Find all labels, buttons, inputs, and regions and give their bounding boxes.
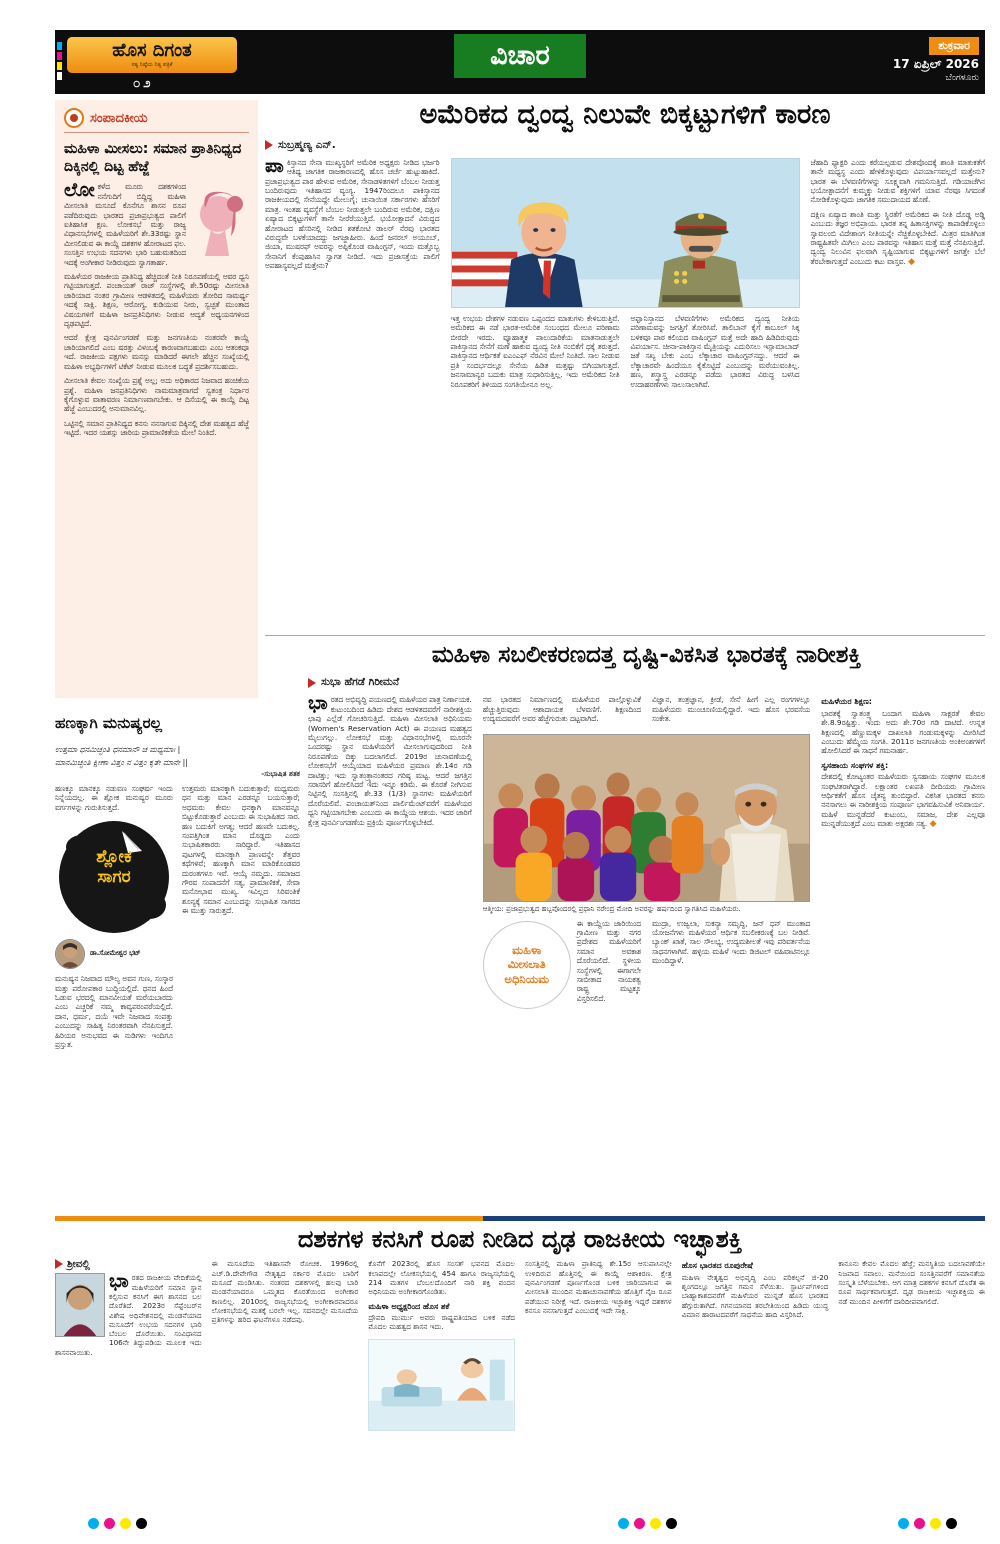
shloka-headline: ಹಣಕ್ಕಾಗಿ ಮನುಷ್ಯರಲ್ಲ [55,714,163,733]
editorial-paragraph [64,179,249,267]
bottom-article-byline [55,1259,202,1269]
bottom-article-headline: ದಶಕಗಳ ಕನಸಿಗೆ ರೂಪ ನೀಡಿದ ದೃಢ ರಾಜಕೀಯ ಇಚ್ಛಾಶಕ್ತಿ [297,1225,743,1253]
shloka-author-photo [55,939,85,969]
mid-article-text: ರತದ ಅಭಿವೃದ್ಧಿ ಪಯಣದಲ್ಲಿ ಮಹಿಳೆಯರ ಪಾತ್ರ ನಿರ್ಣಾಯಕ. ಕುಟುಂಬದಿಂದ ಹಿಡಿದು ದೇಶದ ಆಡಳಿತದವರೆಗೆ ನಾರೀಶಕ್ತಿಯ ಛಾಪು ಎಲ್ಲೆಡೆ ಗೋಚರಿಸುತ್ತಿದೆ. ಮಹಿಳಾ ಮೀಸಲಾತಿ ಅಧಿನಿಯಮ (Women's Reservation Act) ಈ ಪಯಣದ ಮಹತ್ವದ ಮೈಲುಗಲ್ಲು. ಲೋಕಸಭೆ ಮತ್ತು ವಿಧಾನಸಭೆಗಳಲ್ಲಿ ಮೂರನೇ ಒಂದರಷ್ಟು ಸ್ಥಾನ ಮಹಿಳೆಯರಿಗೆ ಮೀಸಲಾಗುವುದರಿಂದ ನೀತಿ ನಿರೂಪಣೆಯ ದಿಕ್ಕು ಬದಲಾಗಲಿದೆ. 2019ರ ಚುನಾವಣೆಯಲ್ಲಿ ಲೋಕಸಭೆಗೆ ಆಯ್ಕೆಯಾದ ಮಹಿಳೆಯರ ಪ್ರಮಾಣ ಶೇ.14ರ ಗಡಿ ದಾಟಿತ್ತು; ಇದು ಸ್ವಾತಂತ್ರ್ಯಾನಂತರದ ಗರಿಷ್ಠ ಮಟ್ಟ. ಆದರೆ ಜಗತ್ತಿನ ಸರಾಸರಿಗೆ ಹೋಲಿಸಿದರೆ ಇದು ಇನ್ನೂ ಕಡಿಮೆ. ಈ ಕೊರತೆ ನೀಗಿಸುವ ನಿಟ್ಟಿನಲ್ಲಿ ಸಂಸತ್ತಿನಲ್ಲಿ ಶೇ.33 (1/3) ಸ್ಥಾನಗಳು ಮಹಿಳೆಯರಿಗೆ ದೊರೆಯಲಿವೆ. ಪಂಚಾಯತ್‌ನಿಂದ ಪಾರ್ಲಿಮೆಂಟ್‌ವರೆಗೆ ಮಹಿಳೆಯರ ಧ್ವನಿ ಗಟ್ಟಿಯಾಗಬೇಕು ಎಂಬುದು ಈ ಕಾಯ್ದೆಯ ಆಶಯ. ಇದರ ಜಾರಿಗೆ ಕ್ಷೇತ್ರ ಪುನರ್ವಿಂಗಡಣೆಯ ಪ್ರಕ್ರಿಯೆ ಪೂರ್ಣಗೊಳ್ಳಬೇಕಿದೆ. [308,695,472,827]
top-article-author: ಸುಬ್ರಹ್ಮಣ್ಯ ಎನ್. [278,138,336,151]
orange-accent-bar [55,1216,483,1221]
date-label: 17 ಏಪ್ರಿಲ್ 2026 [892,57,979,71]
trump-general-cartoon-illustration [451,158,800,308]
top-article-center [451,158,800,394]
editorial-headline: ಮಹಿಳಾ ಮೀಸಲು: ಸಮಾನ ಪ್ರಾತಿನಿಧ್ಯದ ದಿಕ್ಕಿನಲ್ಲಿ ದಿಟ್ಟ ಹೆಜ್ಜೆ [64,141,242,176]
magenta-dot [634,1518,645,1529]
editorial-badge-label: ಸಂಪಾದಕೀಯ [90,110,148,126]
editorial-dropcap: ಲೋ [64,179,95,202]
magenta-dot [104,1518,115,1529]
mid-article-byline [308,676,985,689]
day-label: ಶುಕ್ರವಾರ [929,37,979,55]
mid-article-subhead-education: ಮಹಿಳೆಯರ ಶಿಕ್ಷಣ: [821,697,872,707]
bottom-article-col2: ಈ ಮಸೂದೆಯ ಇತಿಹಾಸವೇ ರೋಚಕ. 1996ರಲ್ಲಿ ಎಚ್.ಡಿ.ದೇವೇಗೌಡ ನೇತೃತ್ವದ ಸರ್ಕಾರ ಮೊದಲ ಬಾರಿಗೆ ಮಸೂದೆ ಮಂಡಿಸಿತು. ನಂತರದ ದಶಕಗಳಲ್ಲಿ ಹಲವು ಬಾರಿ ಮಂಡನೆಯಾದರೂ ಒಮ್ಮತದ ಕೊರತೆಯಿಂದ ಅಂಗೀಕಾರ ಕಾಣಲಿಲ್ಲ. 2010ರಲ್ಲಿ ರಾಜ್ಯಸಭೆಯಲ್ಲಿ ಅಂಗೀಕಾರವಾದರೂ ಲೋಕಸಭೆಯಲ್ಲಿ ಮತಕ್ಕೆ ಬರಲೇ ಇಲ್ಲ. ಸದನದಲ್ಲೇ ಮಸೂದೆಯ ಪ್ರತಿಗಳನ್ನು ಹರಿದ ಘಟನೆಗಳೂ ನಡೆದವು. [211,1259,359,1325]
registration-marks-center [618,1518,677,1529]
navy-accent-bar [483,1216,985,1221]
article-end-mark: ◆ [908,256,916,267]
mid-article-headline: ಮಹಿಳಾ ಸಬಲೀಕರಣದತ್ತ ದೃಷ್ಟಿ-ವಿಕಸಿತ ಭಾರತಕ್ಕೆ ನಾರೀಶಕ್ತಿ [431,642,862,668]
city-label: ಬೆಂಗಳೂರು [945,73,979,83]
shloka-sagara-graphic [58,817,170,935]
mid-article-text: ದೇಶದಲ್ಲಿ ಕೋಟ್ಯಂತರ ಮಹಿಳೆಯರು ಸ್ವಸಹಾಯ ಸಂಘಗಳ ಮೂಲಕ ಸಂಘಟಿತರಾಗಿದ್ದಾರೆ. ಲಕ್ಷಾಂತರ ಲಖಪತಿ ದೀದಿಯರು ಗ್ರಾಮೀಣ ಆರ್ಥಿಕತೆಗೆ ಹೊಸ ಚೈತನ್ಯ ತುಂಬಿದ್ದಾರೆ. ವಿಕಸಿತ ಭಾರತದ ಕನಸು ನನಸಾಗಲು ಈ ನಾರೀಶಕ್ತಿಯ ಸಂಪೂರ್ಣ ಭಾಗವಹಿಸುವಿಕೆ ಅನಿವಾರ್ಯ. ಮಹಿಳೆ ಮುನ್ನಡೆದರೆ ಕುಟುಂಬ, ಸಮಾಜ, ದೇಶ ಎಲ್ಲವೂ ಮುನ್ನಡೆಯುತ್ತದೆ ಎಂಬ ಮಾತು ಅಕ್ಷರಶಃ ಸತ್ಯ. [821,772,985,829]
bottom-article-author: ಶ್ರೀವಲ್ಲಿ [67,1258,90,1270]
mid-article-col2-top: ನವ ಭಾರತದ ನಿರ್ಮಾಣದಲ್ಲಿ ಮಹಿಳೆಯರ ಪಾಲ್ಗೊಳ್ಳುವಿಕೆ ಹೆಚ್ಚುತ್ತಿರುವುದು ಆಶಾದಾಯಕ ಬೆಳವಣಿಗೆ. ಶಿಕ್ಷಣದಿಂದ ಉದ್ಯಮದವರೆಗೆ ಅವರ ಹೆಜ್ಜೆಗುರುತು ದಟ್ಟವಾಗಿದೆ. [482,695,641,724]
shloka-col-a: ಹಣಕ್ಕೂ ಮಾನಕ್ಕೂ ನಡುವಣ ಸಂಘರ್ಷ ಇಂದು ನಿನ್ನೆಯದಲ್ಲ. ಈ ಶ್ಲೋಕ ಮನುಷ್ಯರ ಮೂರು ವರ್ಗಗಳನ್ನು ಗುರುತಿಸುತ್ತದೆ. ಶ್ಲೋಕ ಸಾಗರ ಡಾ.ಸೋಮೇಶ್ವರ ಭಟ್ ಮನುಷ್ಯನ ನಿಜವಾದ ಮೌಲ್ಯ ಅವನ ಗುಣ, ಸಂಸ್ಕಾರ ಮತ್ತು ಪರೋಪಕಾರ ಬುದ್ಧಿಯಲ್ಲಿದೆ. ಧನದ ಹಿಂದೆ ಓಡುವ ಭರದಲ್ಲಿ ಮಾನವೀಯತೆ ಮರೆಯಬಾರದು ಎಂಬ ಎಚ್ಚರಿಕೆ ನಮ್ಮ ಕಾವ್ಯಪರಂಪರೆಯಲ್ಲಿದೆ. ದಾನ, ಧರ್ಮ, ದಯೆ ಇವೇ ನಿಜವಾದ ಸಂಪತ್ತು ಎಂಬುದನ್ನು ಸಾಹಿತ್ಯ ನಿರಂತರವಾಗಿ ನೆನಪಿಸುತ್ತದೆ. ಹಿರಿಯರ ಅನುಭವದ ಈ ನುಡಿಗಳು ಇಂದಿಗೂ ಪ್ರಸ್ತುತ. [55,783,173,1049]
shloka-author [55,939,173,969]
registration-marks-left [88,1518,147,1529]
byline-arrow-icon [55,1259,63,1269]
bottom-article-dropcap: ಭಾ [109,1270,129,1293]
top-article-columns [265,154,985,394]
mid-article [308,641,985,1208]
cyan-dot [618,1518,629,1529]
byline-arrow-icon [308,678,316,688]
mid-article-author: ಸುಭಾ ಹೆಗಡೆ ಗಿರೀಮನೆ [321,676,400,689]
print-registration-strip [57,42,62,80]
bottom-article-col3: ಕೊನೆಗೆ 2023ರಲ್ಲಿ ಹೊಸ ಸಂಸತ್ ಭವನದ ಮೊದಲ ಕಲಾಪದಲ್ಲೇ ಲೋಕಸಭೆಯಲ್ಲಿ 454 ಹಾಗೂ ರಾಜ್ಯಸಭೆಯಲ್ಲಿ 214 ಮತಗಳ ಬೆಂಬಲದೊಂದಿಗೆ ನಾರಿ ಶಕ್ತಿ ವಂದನ ಅಧಿನಿಯಮ ಅಂಗೀಕಾರಗೊಂಡಿತು. ಮಹಿಳಾ ಅಧ್ಯಕ್ಷರಿಂದ ಹೊಸ ಶಕೆ ದ್ರೌಪದಿ ಮುರ್ಮು ಅವರು ರಾಷ್ಟ್ರಪತಿಯಾದ ಬಳಿಕ ನಡೆದ ಮೊದಲ ಮಹತ್ವದ ಶಾಸನ ಇದು. [368,1259,515,1433]
modi-women-crowd-photo [483,734,811,902]
editorial-paragraph: ಒಟ್ಟಿನಲ್ಲಿ ಸಮಾನ ಪ್ರಾತಿನಿಧ್ಯದ ಕನಸು ನನಸಾಗುವ ದಿಕ್ಕಿನಲ್ಲಿ ದೇಶ ಮಹತ್ವದ ಹೆಜ್ಜೆ ಇಟ್ಟಿದೆ. ಇದರ ಯಶಸ್ಸು ಜಾರಿಯ ಪ್ರಾಮಾಣಿಕತೆಯ ಮೇಲೆ ನಿಂತಿದೆ. [64,418,249,438]
black-dot [136,1518,147,1529]
mid-article-col1 [308,692,472,1010]
shloka-author-name: ಡಾ.ಸೋಮೇಶ್ವರ ಭಟ್ [90,949,141,958]
newspaper-logo [67,37,237,73]
top-article-col2: ಇತ್ತ ಉಭಯ ದೇಶಗಳ ನಡುವಣ ಒಪ್ಪಂದದ ಮಾತುಗಳು ಕೇಳಿಬರುತ್ತಿವೆ. ಅಮೆರಿಕದ ಈ ನಡೆ ಭಾರತ-ಅಮೆರಿಕ ಸಂಬಂಧದ ಮೇಲೂ ಪರಿಣಾಮ ಬೀರದೇ ಇರದು. ವ್ಯೂಹಾತ್ಮಕ ಪಾಲುದಾರಿಕೆಯ ಮಾತನಾಡುತ್ತಲೇ ಪಾಕಿಸ್ತಾನದ ಸೇನೆಗೆ ಮಣೆ ಹಾಕುವ ದ್ವಂದ್ವ ನೀತಿ ನಂಬಿಕೆಗೆ ಧಕ್ಕೆ ತರುತ್ತದೆ. ಪಾಕಿಸ್ತಾನದ ಆರ್ಥಿಕತೆ ಐಎಂಎಫ್ ನೆರವಿನ ಮೇಲೆ ನಿಂತಿದೆ. ಸಾಲ ನೀಡುವ ಪ್ರತಿ ಸಂದರ್ಭದಲ್ಲೂ ಸೇನೆಯ ಹಿಡಿತ ಮತ್ತಷ್ಟು ಬಿಗಿಯಾಗುತ್ತದೆ. ಜನಸಾಮಾನ್ಯರ ಬದುಕು ಮಾತ್ರ ಸುಧಾರಿಸುತ್ತಿಲ್ಲ. ಇದು ಅಮೆರಿಕದ ನೀತಿ ನಿರೂಪಕರಿಗೆ ತಿಳಿಯದ ಸಂಗತಿಯೇನೂ ಅಲ್ಲ. [450,313,620,389]
mid-article-center-bottom [483,919,811,1011]
black-dot [666,1518,677,1529]
shloka-verse-line2: ಮಾನಮಿಚ್ಛಂತಿ ಕ್ಷೀಣಾ ವಿತ್ತಂ ನ ವಿತ್ತಂ ಕೃತೇ ಮಾನೇ || [55,757,188,767]
cyan-dot [898,1518,909,1529]
columnist-photo [55,1273,105,1337]
mid-article-col3-bottom: ಮುದ್ರಾ, ಉಜ್ವಲಾ, ಸುಕನ್ಯಾ ಸಮೃದ್ಧಿ, ಜನ್ ಧನ್ ಮುಂತಾದ ಯೋಜನೆಗಳು ಮಹಿಳೆಯರ ಆರ್ಥಿಕ ಸಬಲೀಕರಣಕ್ಕೆ ಬಲ ನೀಡಿವೆ. ಬ್ಯಾಂಕ್ ಖಾತೆ, ಸಾಲ ಸೌಲಭ್ಯ, ಉದ್ಯಮಶೀಲತೆ ಇವು ಪರಿವರ್ತನೆಯ ಸಾಧನಗಳಾಗಿವೆ. ಹಳ್ಳಿಯ ಮಹಿಳೆ ಇಂದು ಡಿಜಿಟಲ್ ವಹಿವಾಟಿನಲ್ಲೂ ಮುಂದಿದ್ದಾಳೆ. [652,918,811,966]
top-article [265,100,985,631]
top-article-text: ಕಿಸ್ತಾನದ ಸೇನಾ ಮುಖ್ಯಸ್ಥರಿಗೆ ಅಮೆರಿಕ ಅಧ್ಯಕ್ಷರು ನೀಡಿದ ಭರ್ಜರಿ ಆತಿಥ್ಯ ಜಾಗತಿಕ ರಾಜಕಾರಣದಲ್ಲಿ ಹೊಸ ಚರ್ಚೆ ಹುಟ್ಟುಹಾಕಿದೆ. ಪ್ರಜಾಪ್ರಭುತ್ವದ ಪಾಠ ಹೇಳುವ ಅಮೆರಿಕ, ಸೇನಾಡಳಿತಗಳಿಗೆ ಬೆಂಬಲ ನೀಡುತ್ತ ಬಂದಿರುವುದು ಇತಿಹಾಸದ ವ್ಯಂಗ್ಯ. 1947ರಿಂದಲೂ ಪಾಕಿಸ್ತಾನದ ರಾಜಕೀಯದಲ್ಲಿ ಸೇನೆಯದ್ದೇ ಮೇಲುಗೈ; ಚುನಾಯಿತ ಸರ್ಕಾರಗಳು ಹೆಸರಿಗೆ ಮಾತ್ರ. ಇಂತಹ ವ್ಯವಸ್ಥೆಗೆ ಬೆಂಬಲ ನೀಡುತ್ತಲೇ ಬಂದಿರುವ ಅಮೆರಿಕ, ದಕ್ಷಿಣ ಏಷ್ಯಾದ ಬಿಕ್ಕಟ್ಟುಗಳಿಗೆ ತಾನೇ ನೀರೆರೆಯುತ್ತಿದೆ. ಭಯೋತ್ಪಾದನೆ ವಿರುದ್ಧದ ಹೋರಾಟದ ಹೆಸರಿನಲ್ಲಿ ನೀಡಿದ ಶತಕೋಟಿ ಡಾಲರ್ ನೆರವು ಭಾರತದ ವಿರುದ್ಧವೇ ಬಳಕೆಯಾದದ್ದು ಜಗಜ್ಜಾಹೀರು. ಹಿಂದೆ ಜನರಲ್ ಅಯೂಬ್, ಜಿಯಾ, ಮುಷರಫ್ ಅವರನ್ನು ಅಪ್ಪಿಕೊಂಡ ವಾಷಿಂಗ್ಟನ್, ಇಂದು ಮತ್ತೊಬ್ಬ ಸೇನಾನಿಗೆ ಕೆಂಪುಹಾಸಿನ ಸ್ವಾಗತ ನೀಡಿದೆ. ಇದು ಪ್ರಜಾಸತ್ತೆಯ ಪಾಲಿಗೆ ಅಪಹಾಸ್ಯವಲ್ಲದೆ ಮತ್ತೇನು? [265,157,440,271]
shloka-col-b: ಉತ್ತಮರು ಮಾನಕ್ಕಾಗಿ ಬದುಕುತ್ತಾರೆ; ಮಧ್ಯಮರು ಧನ ಮತ್ತು ಮಾನ ಎರಡನ್ನೂ ಬಯಸುತ್ತಾರೆ; ಅಧಮರು ಕೇವಲ ಧನಕ್ಕಾಗಿ ಮಾನವನ್ನೂ ಬಿಟ್ಟುಕೊಡುತ್ತಾರೆ ಎಂಬುದು ಈ ಸುಭಾಷಿತದ ಸಾರ. ಹಣ ಬದುಕಿಗೆ ಅಗತ್ಯ; ಆದರೆ ಹಣವೇ ಬದುಕಲ್ಲ. ಸಂಪತ್ತಿಗಿಂತ ಮಾನ ದೊಡ್ಡದು ಎಂದು ಸುಭಾಷಿತಕಾರರು ಸಾರಿದ್ದಾರೆ. ಇತಿಹಾಸದ ಪುಟಗಳಲ್ಲಿ ಮಾನಕ್ಕಾಗಿ ಪ್ರಾಣವನ್ನೇ ತೆತ್ತವರ ಕಥೆಗಳಿವೆ; ಹಣಕ್ಕಾಗಿ ಮಾನ ಮಾರಿಕೊಂಡವರ ದುರಂತಗಳೂ ಇವೆ. ಆಯ್ಕೆ ನಮ್ಮದು. ಸಮಾಜದ ಗೌರವ ಸಂಪಾದನೆಗೆ ಸತ್ಯ, ಪ್ರಾಮಾಣಿಕತೆ, ಸೇವಾ ಮನೋಭಾವ ಮುಖ್ಯ. ಇವಿಲ್ಲದ ಸಿರಿವಂತಿಕೆ ಶೂನ್ಯಕ್ಕೆ ಸಮಾನ ಎಂಬುದನ್ನು ಸುಭಾಷಿತ ಸಾಗರದ ಈ ಮುತ್ತು ಸಾರುತ್ತದೆ. [182,783,300,916]
female-silhouette-graphic [191,184,249,256]
bottom-article [55,1216,985,1509]
yellow-dot [650,1518,661,1529]
bottom-article-col4: ಸಂಸತ್ತಿನಲ್ಲಿ ಮಹಿಳಾ ಪ್ರಾತಿನಿಧ್ಯ ಶೇ.15ರ ಆಸುಪಾಸಿನಲ್ಲೇ ಉಳಿದಿರುವ ಹೊತ್ತಿನಲ್ಲಿ ಈ ಕಾಯ್ದೆ ಆಶಾಕಿರಣ. ಕ್ಷೇತ್ರ ಪುನರ್ವಿಂಗಡಣೆ ಪೂರ್ಣಗೊಂಡ ಬಳಿಕ ಜಾರಿಯಾಗುವ ಈ ಮೀಸಲಾತಿ ಮುಂದಿನ ಮಹಾಚುನಾವಣೆಯ ಹೊತ್ತಿಗೆ ನೈಜ ರೂಪ ಪಡೆಯುವ ನಿರೀಕ್ಷೆ ಇದೆ. ರಾಜಕೀಯ ಇಚ್ಛಾಶಕ್ತಿ ಇದ್ದರೆ ದಶಕಗಳ ಕನಸೂ ನನಸಾಗುತ್ತದೆ ಎಂಬುದಕ್ಕೆ ಇದೇ ಸಾಕ್ಷಿ. [525,1259,672,1315]
bottom-article-col5: ಹೊಸ ಭಾರತದ ರೂಪುರೇಷೆ ಮಹಿಳಾ ನೇತೃತ್ವದ ಅಭಿವೃದ್ಧಿ ಎಂಬ ಪರಿಕಲ್ಪನೆ ಜಿ-20 ಶೃಂಗದಲ್ಲೂ ಜಗತ್ತಿನ ಗಮನ ಸೆಳೆಯಿತು. ಸ್ಟಾರ್ಟಪ್‌ಗಳಿಂದ ಬಾಹ್ಯಾಕಾಶದವರೆಗೆ ಮಹಿಳೆಯರ ಮುನ್ನಡೆ ಹೊಸ ಭಾರತದ ಹೆಗ್ಗುರುತಾಗಿದೆ. ಗಗನಯಾನದ ತರಬೇತಿಯಿಂದ ಹಿಡಿದು ಯುದ್ಧ ವಿಮಾನ ಹಾರಾಟದವರೆಗೆ ಸಾಧನೆಯ ಹಾದಿ ವಿಸ್ತರಿಸಿದೆ. [681,1261,829,1319]
editorial-section [55,100,258,698]
top-article-byline [265,139,985,152]
masthead [55,30,985,94]
bottom-article-subhead-1: ಮಹಿಳಾ ಅಧ್ಯಕ್ಷರಿಂದ ಹೊಸ ಶಕೆ [368,1301,450,1311]
headline-accent-bars [55,1216,985,1221]
top-article-text: ದಕ್ಷಿಣ ಏಷ್ಯಾದ ಶಾಂತಿ ಮತ್ತು ಸ್ಥಿರತೆಗೆ ಅಮೆರಿಕದ ಈ ನೀತಿ ದೊಡ್ಡ ಅಡ್ಡಿ ಎಂಬುದು ತಜ್ಞರ ಅಭಿಪ್ರಾಯ. ಭಾರತ ತನ್ನ ಹಿತಾಸಕ್ತಿಗಳನ್ನು ಕಾಪಾಡಿಕೊಳ್ಳಲು ಸ್ವಾವಲಂಬಿ ವಿದೇಶಾಂಗ ನೀತಿಯನ್ನೇ ನೆಚ್ಚಿಕೊಳ್ಳಬೇಕಿದೆ. ಮಿತ್ರರ ಮಾತಿಗಿಂತ ರಾಷ್ಟ್ರಹಿತವೇ ಮಿಗಿಲು ಎಂಬ ಪಾಠವನ್ನು ಇತಿಹಾಸ ಮತ್ತೆ ಮತ್ತೆ ನೆನಪಿಸುತ್ತಿದೆ. ದ್ವಂದ್ವ ನಿಲುವಿನ ಫಲವಾಗಿ ಸೃಷ್ಟಿಯಾಗುವ ಬಿಕ್ಕಟ್ಟುಗಳಿಗೆ ಜಗತ್ತೇ ಬೆಲೆ ತೆರಬೇಕಾಗುತ್ತದೆ ಎಂಬುದು ಕಟು ವಾಸ್ತವ. [810,209,985,266]
clinic-scene-illustration [368,1339,515,1431]
reservation-act-callout: ಮಹಿಳಾ ಮೀಸಲಾತಿ ಅಧಿನಿಯಮ [483,921,571,1009]
shloka-section [55,702,300,1208]
top-article-center-text [451,314,800,394]
editorial-emblem-icon [64,108,84,128]
mid-article-col4: ಮಹಿಳೆಯರ ಶಿಕ್ಷಣ: ಭಾರತಕ್ಕೆ ಸ್ವಾತಂತ್ರ್ಯ ಬಂದಾಗ ಮಹಿಳಾ ಸಾಕ್ಷರತೆ ಕೇವಲ ಶೇ.8.9ರಷ್ಟಿತ್ತು. ಇಂದು ಅದು ಶೇ.70ರ ಗಡಿ ದಾಟಿದೆ. ಉನ್ನತ ಶಿಕ್ಷಣದಲ್ಲಿ ಹೆಣ್ಣುಮಕ್ಕಳ ದಾಖಲಾತಿ ಗಂಡುಮಕ್ಕಳನ್ನು ಮೀರಿಸಿದೆ ಎಂಬುದು ಹೆಮ್ಮೆಯ ಸಂಗತಿ. 2011ರ ಜನಗಣತಿಯ ಅಂಕಿಅಂಶಗಳಿಗೆ ಹೋಲಿಸಿದರೆ ಈ ಸಾಧನೆ ಗಮನಾರ್ಹ. ಸ್ವಸಹಾಯ ಸಂಘಗಳ ಶಕ್ತಿ: ದೇಶದಲ್ಲಿ ಕೋಟ್ಯಂತರ ಮಹಿಳೆಯರು ಸ್ವಸಹಾಯ ಸಂಘಗಳ ಮೂಲಕ ಸಂಘಟಿತರಾಗಿದ್ದಾರೆ. ಲಕ್ಷಾಂತರ ಲಖಪತಿ ದೀದಿಯರು ಗ್ರಾಮೀಣ ಆರ್ಥಿಕತೆಗೆ ಹೊಸ ಚೈತನ್ಯ ತುಂಬಿದ್ದಾರೆ. ವಿಕಸಿತ ಭಾರತದ ಕನಸು ನನಸಾಗಲು ಈ ನಾರೀಶಕ್ತಿಯ ಸಂಪೂರ್ಣ ಭಾಗವಹಿಸುವಿಕೆ ಅನಿವಾರ್ಯ. ಮಹಿಳೆ ಮುನ್ನಡೆದರೆ ಕುಟುಂಬ, ಸಮಾಜ, ದೇಶ ಎಲ್ಲವೂ ಮುನ್ನಡೆಯುತ್ತದೆ ಎಂಬ ಮಾತು ಅಕ್ಷರಶಃ ಸತ್ಯ. ◆ [821,697,985,830]
top-article-col4: ಜೆಹಾದಿ ಫ್ಯಾಕ್ಟರಿ ಎಂದು ಕರೆಯಲ್ಪಡುವ ದೇಶವೊಂದಕ್ಕೆ ಶಾಂತಿ ಮಾತುಕತೆಗೆ ತಾನೇ ಮಧ್ಯಸ್ಥ ಎಂದು ಹೇಳಿಕೊಳ್ಳುವುದು ವಿಪರ್ಯಾಸವಲ್ಲದೆ ಮತ್ತೇನು? ಭಾರತ ಈ ಬೆಳವಣಿಗೆಗಳನ್ನು ಸೂಕ್ಷ್ಮವಾಗಿ ಗಮನಿಸುತ್ತಿದೆ. ಗಡಿಯಾಚೆಗಿನ ಭಯೋತ್ಪಾದನೆಗೆ ಕುಮ್ಮಕ್ಕು ನೀಡುವ ಶಕ್ತಿಗಳಿಗೆ ಯಾವ ನೆರವೂ ಸಿಗದಂತೆ ನೋಡಿಕೊಳ್ಳುವುದು ಜಾಗತಿಕ ಸಮುದಾಯದ ಹೊಣೆ. ದಕ್ಷಿಣ ಏಷ್ಯಾದ ಶಾಂತಿ ಮತ್ತು ಸ್ಥಿರತೆಗೆ ಅಮೆರಿಕದ ಈ ನೀತಿ ದೊಡ್ಡ ಅಡ್ಡಿ ಎಂಬುದು ತಜ್ಞರ ಅಭಿಪ್ರಾಯ. ಭಾರತ ತನ್ನ ಹಿತಾಸಕ್ತಿಗಳನ್ನು ಕಾಪಾಡಿಕೊಳ್ಳಲು ಸ್ವಾವಲಂಬಿ ವಿದೇಶಾಂಗ ನೀತಿಯನ್ನೇ ನೆಚ್ಚಿಕೊಳ್ಳಬೇಕಿದೆ. ಮಿತ್ರರ ಮಾತಿಗಿಂತ ರಾಷ್ಟ್ರಹಿತವೇ ಮಿಗಿಲು ಎಂಬ ಪಾಠವನ್ನು ಇತಿಹಾಸ ಮತ್ತೆ ಮತ್ತೆ ನೆನಪಿಸುತ್ತಿದೆ. ದ್ವಂದ್ವ ನಿಲುವಿನ ಫಲವಾಗಿ ಸೃಷ್ಟಿಯಾಗುವ ಬಿಕ್ಕಟ್ಟುಗಳಿಗೆ ಜಗತ್ತೇ ಬೆಲೆ ತೆರಬೇಕಾಗುತ್ತದೆ ಎಂಬುದು ಕಟು ವಾಸ್ತವ. ◆ [810,157,985,267]
mid-article-columns [308,692,985,1010]
shloka-columns [55,784,300,1054]
yellow-dot [930,1518,941,1529]
bottom-article-subhead-2: ಹೊಸ ಭಾರತದ ರೂಪುರೇಷೆ [681,1261,753,1271]
yellow-dot [120,1518,131,1529]
editorial-paragraph: ಮೀಸಲಾತಿ ಕೇವಲ ಸಂಖ್ಯೆಯ ಪ್ರಶ್ನೆ ಅಲ್ಲ; ಅದು ಅಧಿಕಾರದ ನಿಜವಾದ ಹಂಚಿಕೆಯ ಪ್ರಶ್ನೆ. ಮಹಿಳಾ ಜನಪ್ರತಿನಿಧಿಗಳು ನಾಮಮಾತ್ರವಾಗದೆ ಸ್ವತಂತ್ರ ನಿರ್ಧಾರ ಕೈಗೊಳ್ಳುವ ವಾತಾವರಣ ನಿರ್ಮಾಣವಾಗಬೇಕು. ಆ ದಿಸೆಯಲ್ಲಿ ಈ ಕಾಯ್ದೆ ದಿಟ್ಟ ಹೆಜ್ಜೆ ಎಂಬುದರಲ್ಲಿ ಅನುಮಾನವಿಲ್ಲ. [64,376,249,414]
newspaper-tagline: ಸತ್ಯ ನಿಷ್ಠೆಯ ನಿತ್ಯ ಪತ್ರಿಕೆ [131,61,173,68]
black-dot [946,1518,957,1529]
cyan-dot [88,1518,99,1529]
editorial-paragraph: ಆದರೆ ಕ್ಷೇತ್ರ ಪುನರ್ವಿಂಗಡಣೆ ಮತ್ತು ಜನಗಣತಿಯ ನಂತರವೇ ಕಾಯ್ದೆ ಜಾರಿಯಾಗಲಿದೆ ಎಂಬ ಷರತ್ತು ವಿಳಂಬಕ್ಕೆ ಕಾರಣವಾಗಬಹುದು ಎಂಬ ಆತಂಕವೂ ಇದೆ. ರಾಜಕೀಯ ಪಕ್ಷಗಳು ಮನಸ್ಸು ಮಾಡಿದರೆ ಈಗಲೇ ಹೆಚ್ಚಿನ ಸಂಖ್ಯೆಯಲ್ಲಿ ಮಹಿಳಾ ಅಭ್ಯರ್ಥಿಗಳಿಗೆ ಟಿಕೆಟ್ ನೀಡುವ ಮೂಲಕ ಬದ್ಧತೆ ಪ್ರದರ್ಶಿಸಬಹುದು. [64,333,249,371]
mid-article-center [483,695,811,1010]
editorial-badge [64,108,249,133]
us-flag-stripes [452,251,517,286]
top-article-col3: ಅಫ್ಘಾನಿಸ್ತಾನದ ಬೆಳವಣಿಗೆಗಳು ಅಮೆರಿಕದ ದ್ವಂದ್ವ ನೀತಿಯ ಪರಿಣಾಮವನ್ನು ಜಗತ್ತಿಗೆ ತೋರಿಸಿವೆ. ತಾಲಿಬಾನ್ ಕೈಗೆ ಕಾಬೂಲ್ ಸಿಕ್ಕ ಬಳಿಕವೂ ಪಾಠ ಕಲಿಯದ ವಾಷಿಂಗ್ಟನ್ ಮತ್ತೆ ಅದೇ ಹಾದಿ ಹಿಡಿದಿರುವುದು ವಿಪರ್ಯಾಸ. ಚೀನಾ-ಪಾಕಿಸ್ತಾನ ಮೈತ್ರಿಯನ್ನು ಎದುರಿಸಲು ಇಸ್ಲಾಮಾಬಾದ್ ಜತೆ ಸಖ್ಯ ಬೇಕು ಎಂಬ ಲೆಕ್ಕಾಚಾರ ವಾಷಿಂಗ್ಟನ್‌ನದ್ದು. ಆದರೆ ಈ ಲೆಕ್ಕಾಚಾರವೇ ಹಿಂದೆಯೂ ಕೈಕೊಟ್ಟಿದೆ ಎಂಬುದನ್ನು ಮರೆಯುವಂತಿಲ್ಲ. ಹಣ, ಶಸ್ತ್ರಾಸ್ತ್ರ ಎರಡನ್ನೂ ಪಡೆದು ಭಾರತದ ವಿರುದ್ಧ ಬಳಸಿದ ಉದಾಹರಣೆಗಳು ಸಾಲುಸಾಲಾಗಿವೆ. [630,313,800,389]
shloka-sagara-label: ಶ್ಲೋಕ ಸಾಗರ [96,847,132,888]
article-end-mark: ◆ [929,819,937,830]
mid-article-subhead-shg: ಸ್ವಸಹಾಯ ಸಂಘಗಳ ಶಕ್ತಿ: [821,760,889,770]
editorial-text: ಕಳೆದ ಮೂರು ದಶಕಗಳಿಂದ ನನೆಗುದಿಗೆ ಬಿದ್ದಿದ್ದ ಮಹಿಳಾ ಮೀಸಲಾತಿ ಮಸೂದೆ ಕೊನೆಗೂ ಶಾಸನ ರೂಪ ಪಡೆದಿರುವುದು ಭಾರತದ ಪ್ರಜಾಪ್ರಭುತ್ವದ ಪಾಲಿಗೆ ಐತಿಹಾಸಿಕ ಕ್ಷಣ. ಲೋಕಸಭೆ ಮತ್ತು ರಾಜ್ಯ ವಿಧಾನಸಭೆಗಳಲ್ಲಿ ಮಹಿಳೆಯರಿಗೆ ಶೇ.33ರಷ್ಟು ಸ್ಥಾನ ಮೀಸಲಿಡುವ ಈ ಕಾಯ್ದೆ ದಶಕಗಳ ಹೋರಾಟದ ಫಲ. ಸಂಸತ್ತಿನ ಉಭಯ ಸದನಗಳು ಭಾರಿ ಬಹುಮತದಿಂದ ಇದಕ್ಕೆ ಅಂಗೀಕಾರ ನೀಡಿರುವುದು ಸ್ವಾಗತಾರ್ಹ. [64,182,186,267]
dateline [893,34,979,83]
bottom-article-col6: ಕಾನೂನು ಕೇವಲ ಮೊದಲ ಹೆಜ್ಜೆ; ಮನಸ್ಥಿತಿಯ ಬದಲಾವಣೆಯೇ ನಿಜವಾದ ಸವಾಲು. ಮನೆಯಿಂದ ಸಂಸತ್ತಿನವರೆಗೆ ಸಮಾನತೆಯ ಸಂಸ್ಕೃತಿ ಬೆಳೆಯಬೇಕು. ಆಗ ಮಾತ್ರ ದಶಕಗಳ ಕನಸಿಗೆ ದೊರೆತ ಈ ರೂಪ ಸಾರ್ಥಕವಾಗುತ್ತದೆ. ದೃಢ ರಾಜಕೀಯ ಇಚ್ಛಾಶಕ್ತಿಯ ಈ ನಡೆ ಮುಂದಿನ ಪೀಳಿಗೆಗೆ ದಾರಿದೀಪವಾಗಲಿದೆ. [838,1259,986,1306]
bottom-article-columns [55,1259,985,1433]
top-article-col1 [265,154,440,394]
mid-article-col3-top: ವಿಜ್ಞಾನ, ತಂತ್ರಜ್ಞಾನ, ಕ್ರೀಡೆ, ಸೇನೆ ಹೀಗೆ ಎಲ್ಲ ರಂಗಗಳಲ್ಲೂ ಮಹಿಳೆಯರು ಮುಂಚೂಣಿಯಲ್ಲಿದ್ದಾರೆ. ಇದು ಹೊಸ ಭರವಸೆಯ ಸಂಕೇತ. [652,695,811,724]
magenta-dot [914,1518,925,1529]
top-article-dropcap: ಪಾ [265,154,284,177]
editorial-paragraph: ಮಹಿಳೆಯರ ರಾಜಕೀಯ ಪ್ರಾತಿನಿಧ್ಯ ಹೆಚ್ಚಿದಂತೆ ನೀತಿ ನಿರೂಪಣೆಯಲ್ಲಿ ಅವರ ಧ್ವನಿ ಗಟ್ಟಿಯಾಗುತ್ತದೆ. ಪಂಚಾಯತ್ ರಾಜ್ ಸಂಸ್ಥೆಗಳಲ್ಲಿ ಶೇ.50ರಷ್ಟು ಮೀಸಲಾತಿ ಜಾರಿಯಾದ ನಂತರ ಗ್ರಾಮೀಣ ಆಡಳಿತದಲ್ಲಿ ಮಹಿಳೆಯರು ತೋರಿದ ಸಾಮರ್ಥ್ಯ ಇದಕ್ಕೆ ಸಾಕ್ಷಿ. ಶಿಕ್ಷಣ, ಆರೋಗ್ಯ, ಕುಡಿಯುವ ನೀರು, ಸ್ವಚ್ಛತೆ ಮುಂತಾದ ವಿಷಯಗಳಿಗೆ ಮಹಿಳಾ ಜನಪ್ರತಿನಿಧಿಗಳು ನೀಡುವ ಆದ್ಯತೆ ಅಧ್ಯಯನಗಳಿಂದ ದೃಢಪಟ್ಟಿದೆ. [64,272,249,329]
shloka-attribution: -ಸುಭಾಷಿತ ಶತಕ [261,768,300,778]
page-number: ೦೨ [133,76,154,91]
mid-article-col2-bottom: ಮಹಿಳಾ ಮೀಸಲಾತಿ ಅಧಿನಿಯಮ ಈ ಕಾಯ್ದೆಯ ಜಾರಿಯಿಂದ ಗ್ರಾಮೀಣ ಮತ್ತು ನಗರ ಪ್ರದೇಶದ ಮಹಿಳೆಯರಿಗೆ ಸಮಾನ ಅವಕಾಶ ದೊರೆಯಲಿದೆ. ಸ್ಥಳೀಯ ಸಂಸ್ಥೆಗಳಲ್ಲಿ ಈಗಾಗಲೇ ಸಾಬೀತಾದ ನಾಯಕತ್ವ ರಾಷ್ಟ್ರ ಮಟ್ಟಕ್ಕೂ ವಿಸ್ತರಿಸಲಿದೆ. [483,919,641,1011]
newspaper-title: ಹೊಸ ದಿಗಂತ [112,39,192,61]
bottom-article-col1 [55,1259,202,1433]
bottom-article-text: ರತದ ರಾಜಕೀಯ ವೇದಿಕೆಯಲ್ಲಿ ಮಹಿಳೆಯರಿಗೆ ಸಮಾನ ಸ್ಥಾನ ಕಲ್ಪಿಸುವ ಕನಸಿಗೆ ಈಗ ಶಾಸನದ ಬಲ ದೊರೆತಿದೆ. 2023ರ ಸೆಪ್ಟೆಂಬರ್‌ನ ವಿಶೇಷ ಅಧಿವೇಶನದಲ್ಲಿ ಮಂಡನೆಯಾದ ಮಸೂದೆಗೆ ಉಭಯ ಸದನಗಳ ಭಾರಿ ಬೆಂಬಲ ದೊರೆಯಿತು. ಸಂವಿಧಾನದ 106ನೇ ತಿದ್ದುಪಡಿಯ ಮೂಲಕ ಇದು ಶಾಸನವಾಯಿತು. [55,1273,202,1357]
photo-caption: ಆತ್ಮೀಯ: ಪ್ರಜಾಪ್ರಭುತ್ವದ ಹಬ್ಬವೊಂದರಲ್ಲಿ ಪ್ರಧಾನಿ ನರೇಂದ್ರ ಮೋದಿ ಅವರನ್ನು ಹರ್ಷದಿಂದ ಸ್ವಾಗತಿಸಿದ ಮಹಿಳೆಯರು. [482,904,741,913]
shloka-verse-line1: ಉತ್ತಮಾ ಧನಮಿಚ್ಛಂತಿ ಧನಮಾನೌ ಚ ಮಧ್ಯಮಾಃ | [55,744,181,754]
byline-arrow-icon [265,140,273,150]
section-title: ವಿಚಾರ [454,34,586,78]
editorial-body [64,179,249,438]
section-divider [265,635,985,636]
top-article-headline: ಅಮೆರಿಕದ ದ್ವಂದ್ವ ನಿಲುವೇ ಬಿಕ್ಕಟ್ಟುಗಳಿಗೆ ಕಾರಣ [419,99,831,130]
mid-article-dropcap: ಭಾ [308,692,328,715]
mid-article-center-top [483,695,811,728]
registration-marks-right [898,1518,957,1529]
